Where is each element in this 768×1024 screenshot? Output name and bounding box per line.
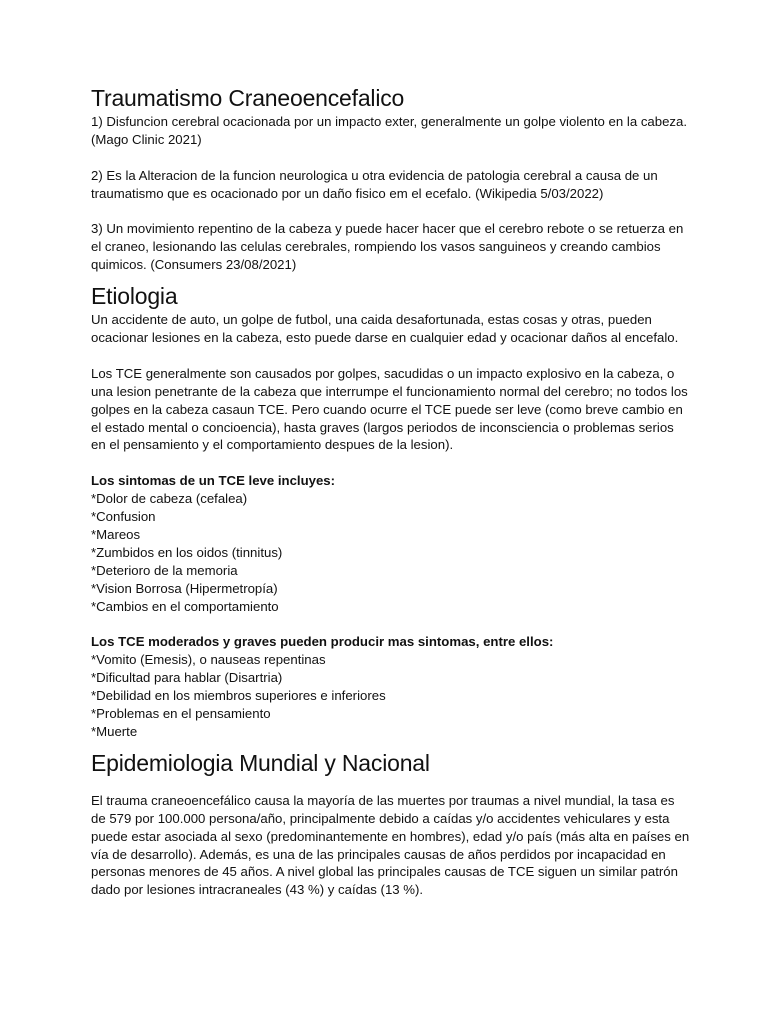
sintomas-graves-heading: Los TCE moderados y graves pueden producir mas sintomas, entre ellos: — [91, 634, 554, 650]
etiologia-paragraph-2: Los TCE generalmente son causados por golpes, sacudidas o un impacto explosivo en la cabeza, o una lesion penetrante de la cabeza que interrumpe el funcionamiento normal del cerebro; no todos los golpes en la cabeza casaun TCE. Pero cuando ocurre el TCE puede ser leve (como breve cambio en el estado mental o concioencia), hasta graves (largos periodos de inconsciencia o problemas serios en el pensamiento y el comportamiento despues de la lesion). — [91, 365, 688, 453]
list-item: *Mareos — [91, 526, 141, 542]
sintomas-leves-list — [91, 490, 691, 615]
definition-2: 2) Es la Alteracion de la funcion neurologica u otra evidencia de patologia cerebral a causa de un traumatismo que es ocacionado por un daño fisico em el ecefalo. (Wikipedia 5/03/2022) — [91, 167, 658, 201]
list-item: *Debilidad en los miembros superiores e inferiores — [91, 688, 386, 704]
sintomas-graves-list — [91, 651, 691, 741]
definition-1: 1) Disfuncion cerebral ocacionada por un impacto exter, generalmente un golpe violento en la cabeza. (Mago Clinic 2021) — [91, 114, 688, 147]
sintomas-leves-heading: Los sintomas de un TCE leve incluyes: — [91, 473, 336, 489]
list-item: *Dolor de cabeza (cefalea) — [91, 491, 248, 507]
etiologia-paragraph-1: Un accidente de auto, un golpe de futbol, una caida desafortunada, estas cosas y otras, pueden ocacionar lesiones en la cabeza, esto puede darse en cualquier edad y ocacionar daños al encefalo. — [91, 312, 679, 346]
list-item: *Confusion — [91, 509, 156, 525]
list-item: *Vomito (Emesis), o nauseas repentinas — [91, 652, 326, 668]
list-item: *Vision Borrosa (Hipermetropía) — [91, 580, 278, 596]
sintomas-leves-block — [91, 472, 691, 615]
document-page — [91, 84, 691, 899]
list-item: *Zumbidos en los oidos (tinnitus) — [91, 544, 283, 560]
definition-3: 3) Un movimiento repentino de la cabeza y puede hacer hacer que el cerebro rebote o se retuerza en el craneo, lesionando las celulas cerebrales, rompiendo los vasos sanguineos y creando cambios quimicos. (Consumers 23/08/2021) — [91, 221, 684, 273]
list-item: *Deterioro de la memoria — [91, 562, 238, 578]
list-item: *Muerte — [91, 723, 138, 739]
list-item: *Problemas en el pensamiento — [91, 706, 271, 722]
list-item: *Dificultad para hablar (Disartria) — [91, 670, 283, 686]
epidemiologia-paragraph: El trauma craneoencefálico causa la mayoría de las muertes por traumas a nivel mundial, la tasa es de 579 por 100.000 persona/año, principalmente debido a caídas y/o accidentes vehiculares y esta puede estar asociada al sexo (predominantemente en hombres), edad y/o país (más alta en países en vía de desarrollo). Además, es una de las principales causas de años perdidos por incapacidad en personas menores de 45 años. A nivel global las principales causas de TCE siguen un similar patrón dado por lesiones intracraneales (43 %) y caídas (13 %). — [91, 792, 690, 898]
sintomas-graves-block — [91, 633, 691, 740]
list-item: *Cambios en el comportamiento — [91, 598, 279, 614]
section-title-etiologia: Etiologia — [91, 283, 178, 310]
section-title-traumatismo: Traumatismo Craneoencefalico — [91, 85, 405, 111]
section-title-epidemiologia: Epidemiologia Mundial y Nacional — [91, 749, 430, 776]
